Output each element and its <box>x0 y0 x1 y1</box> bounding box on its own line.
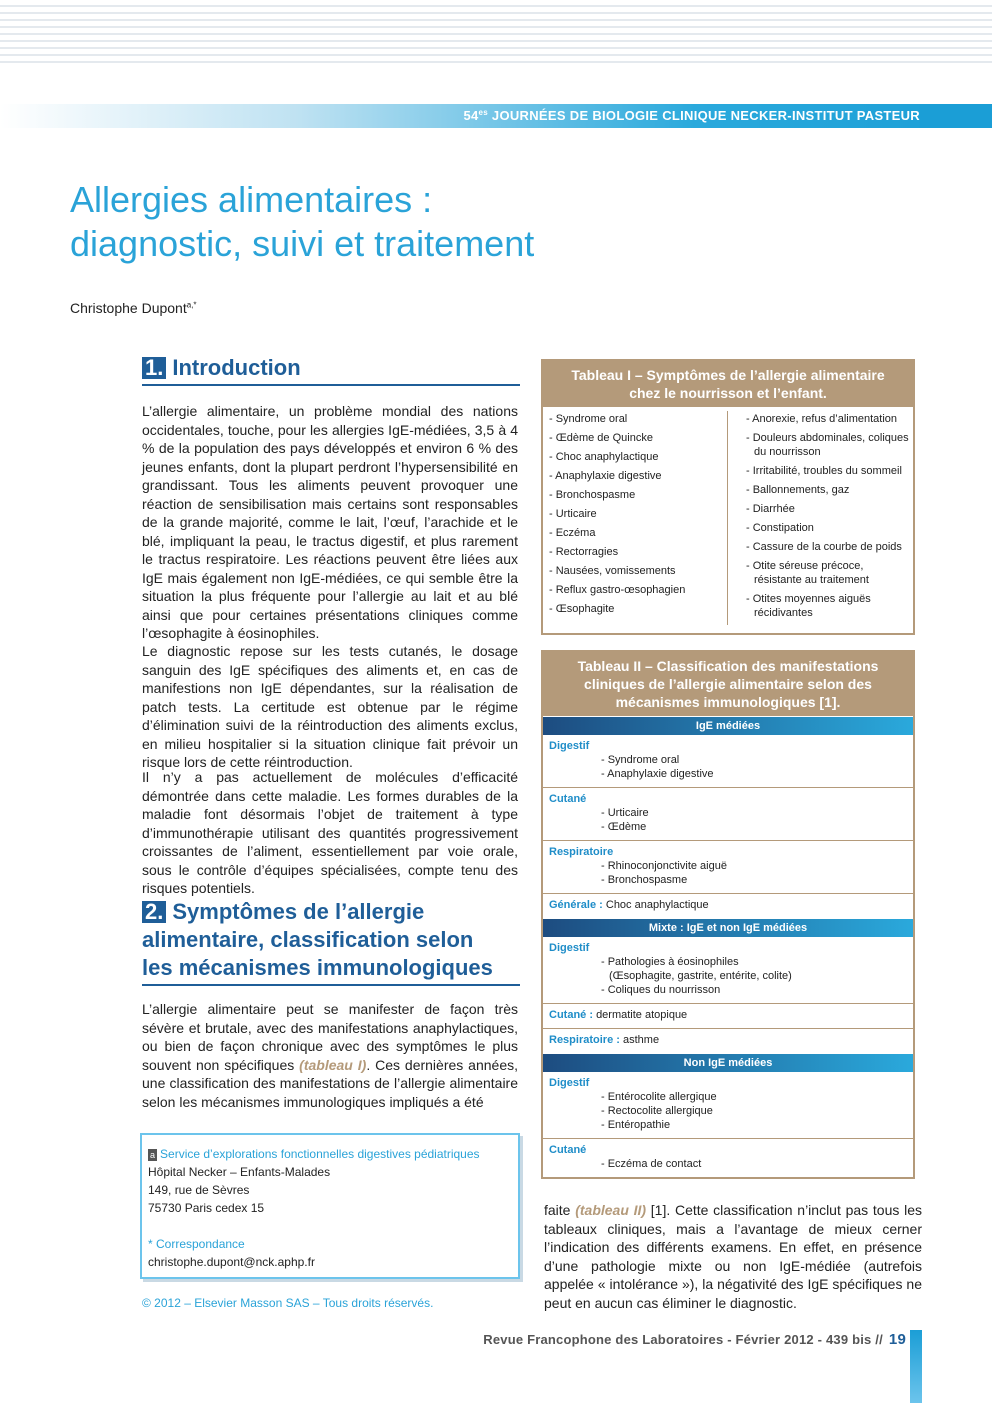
table-row <box>543 937 913 1003</box>
table-2-title-line-1: Tableau II – Classification des manifestations <box>577 658 879 674</box>
row-item: - Entéropathie <box>601 1119 671 1131</box>
section-2-text-c: faite <box>544 1202 571 1218</box>
table-1-item: - Choc anaphylactique <box>549 451 659 463</box>
row-label-digestif: Digestif <box>549 1077 590 1089</box>
table-1-item: - Eczéma <box>549 527 596 539</box>
row-label-digestif: Digestif <box>549 740 590 752</box>
row-label-respiratoire: Respiratoire <box>549 846 614 858</box>
row-item: - Pathologies à éosinophiles <box>601 956 739 968</box>
page-footer <box>483 1331 906 1348</box>
intro-paragraph-1: L’allergie alimentaire, un problème mondial des nations occidentales, touche, pour les allergies IgE-médiées, 3,5 à 4 % de la population des pays développés et environ 6 % des jeunes enfants, dont la plupart perdront l’hypersensibilité en grandissant. Tous les aliments peuvent provoquer une réaction de sensibilisation mais certains sont responsables de la grande majorité, comme le lait, l’œuf, l’arachide et le blé, impliquant la peau, le tractus digestif, et plus rarement le tractus respiratoire. Les réactions peuvent être liées aux IgE mais également non IgE-médiées, ce qui semble être la situation la plus fréquente pour l’allergie au lait et au blé ainsi que pour certaines présentations cliniques comme l’œsophagite à éosinophiles. <box>142 403 518 641</box>
section-2-title-line-1: Symptômes de l’allergie <box>172 899 425 924</box>
table-1-title-line-1: Tableau I – Symptômes de l’allergie alimentaire <box>571 367 885 383</box>
author-affiliation-sup: a,* <box>186 300 197 310</box>
table-1-item: - Rectorragies <box>549 546 619 558</box>
correspondence-email[interactable]: christophe.dupont@nck.aphp.fr <box>148 1255 315 1269</box>
row-item: - Coliques du nourrisson <box>601 984 721 996</box>
row-item: - Entérocolite allergique <box>601 1091 717 1103</box>
row-value: asthme <box>622 1034 660 1046</box>
affiliation-service: Service d’explorations fonctionnelles digestives pédiatriques <box>160 1147 480 1161</box>
row-label-respiratoire: Respiratoire : <box>549 1034 620 1046</box>
affiliation-street: 149, rue de Sèvres <box>148 1183 250 1197</box>
row-label-digestif: Digestif <box>549 942 590 954</box>
table-1-item: - Constipation <box>746 522 814 534</box>
intro-paragraph-2: Le diagnostic repose sur les tests cutanés, le dosage sanguin des IgE spécifiques des aliments et, en cas de manifestions non IgE dépendantes, sur la réalisation de patch tests. La certitude est obtenue par le régime d’élimination suivi de la réintroduction des aliments exclus, en milieu hospitalier si la situation clinique fait prévoir un risque lors de cette réintroduction. <box>142 643 518 770</box>
table-1-item: - Nausées, vomissements <box>549 565 676 577</box>
row-value: Choc anaphylactique <box>605 899 709 911</box>
title-line-2: diagnostic, suivi et traitement <box>70 223 535 264</box>
table-2-title-line-2: cliniques de l’allergie alimentaire selon des <box>584 676 872 692</box>
author <box>70 300 197 316</box>
table-row <box>543 1138 913 1177</box>
table-1-item: - Œdème de Quincke <box>549 432 653 444</box>
table-1-item: - Ballonnements, gaz <box>746 484 850 496</box>
table-row <box>543 1028 913 1053</box>
table-row <box>543 1072 913 1138</box>
page-side-bar <box>910 1330 922 1403</box>
table-2-title <box>543 652 913 716</box>
row-item: - Œdème <box>601 821 647 833</box>
section-1-title: Introduction <box>172 355 301 380</box>
row-item: - Anaphylaxie digestive <box>601 768 714 780</box>
top-stripe-decoration <box>0 0 992 68</box>
table-1-item: - Otite séreuse précoce, résistante au traitement <box>746 560 869 586</box>
affiliation-city: 75730 Paris cedex 15 <box>148 1201 265 1215</box>
header-ordinal-sup: es <box>478 108 488 117</box>
category-non-ige-mediated: Non IgE médiées <box>543 1053 913 1072</box>
running-header <box>463 108 920 123</box>
affiliation-hospital: Hôpital Necker – Enfants-Malades <box>148 1165 331 1179</box>
table-1-right-column <box>728 411 913 625</box>
table-1-item: - Diarrhée <box>746 503 795 515</box>
correspondence-label: * Correspondance <box>148 1237 245 1251</box>
table-1-item: - Bronchospasme <box>549 489 636 501</box>
section-1-heading <box>142 354 520 386</box>
row-item: (Œsophagite, gastrite, entérite, colite) <box>609 970 792 982</box>
table-1 <box>541 359 915 635</box>
title-line-1: Allergies alimentaires : <box>70 179 433 220</box>
table-2 <box>541 650 915 1179</box>
page-number: 19 <box>888 1331 906 1348</box>
table-1-left-column <box>543 411 728 625</box>
table-1-item: - Syndrome oral <box>549 413 628 425</box>
table-1-item: - Urticaire <box>549 508 597 520</box>
section-1-number: 1. <box>142 357 166 379</box>
section-2-paragraph <box>142 1000 518 1111</box>
copyright: © 2012 – Elsevier Masson SAS – Tous droits réservés. <box>142 1296 434 1310</box>
table-1-item: - Cassure de la courbe de poids <box>746 541 902 553</box>
category-ige-mediated: IgE médiées <box>543 716 913 735</box>
table-1-item: - Otites moyennes aiguës récidivantes <box>746 593 871 619</box>
row-label-generale: Générale : <box>549 899 603 911</box>
row-value: dermatite atopique <box>596 1009 688 1021</box>
table-1-item: - Œsophagite <box>549 603 615 615</box>
category-mixed: Mixte : IgE et non IgE médiées <box>543 918 913 937</box>
header-text: JOURNÉES DE BIOLOGIE CLINIQUE NECKER-INSTITUT PASTEUR <box>491 108 920 123</box>
table-1-item: - Reflux gastro-œsophagien <box>549 584 686 596</box>
table-1-item: - Anorexie, refus d’alimentation <box>746 413 898 425</box>
row-item: - Rectocolite allergique <box>601 1105 713 1117</box>
section-2-text-b: . Ces dernières années, une classification des manifestations de l’allergie alimentaire selon les mécanismes immunologiques impliqués a été <box>142 1056 519 1110</box>
row-item: - Urticaire <box>601 807 649 819</box>
table-2-title-line-3: mécanismes immunologiques [1]. <box>615 694 841 710</box>
row-label-cutane: Cutané : <box>549 1009 593 1021</box>
journal-citation: Revue Francophone des Laboratoires - Février 2012 - 439 bis // <box>483 1332 883 1347</box>
row-item: - Syndrome oral <box>601 754 680 766</box>
table-row <box>543 893 913 918</box>
section-2-text-a: L’allergie alimentaire peut se manifester de façon très sévère et brutale, avec des manifestations anaphylactiques, ou bien de façon chronique avec des symptômes le plus souvent non spécifiques <box>142 1001 518 1073</box>
table-1-item: - Anaphylaxie digestive <box>549 470 662 482</box>
table-2-reference[interactable]: (tableau II) <box>575 1202 647 1218</box>
non-ige-mediated-rows <box>543 1072 913 1177</box>
row-item: - Bronchospasme <box>601 874 688 886</box>
section-2-title-line-2: alimentaire, classification selon <box>142 927 474 952</box>
table-1-title <box>543 361 913 407</box>
table-1-item: - Irritabilité, troubles du sommeil <box>746 465 902 477</box>
table-1-title-line-2: chez le nourrisson et l’enfant. <box>629 385 827 401</box>
table-row <box>543 735 913 787</box>
section-2-text-d: [1]. Cette classification n’inclut pas tous les tableaux cliniques, mais a l’avantage de mieux cerner l’indication des différents examens. En effet, en présence d’une pathologie mixte ou non IgE-médiée (autrefois appelée « intolérance »), la négativité des IgE spécifiques ne peut en aucun cas éliminer le diagnostic. <box>544 1202 922 1311</box>
ige-mediated-rows <box>543 735 913 918</box>
table-1-reference[interactable]: (tableau I) <box>299 1056 367 1073</box>
affiliation-tag: a <box>150 1150 156 1160</box>
affiliation-box <box>140 1133 520 1279</box>
section-2-number: 2. <box>142 901 166 923</box>
section-2-heading <box>142 898 520 986</box>
mixed-rows <box>543 937 913 1053</box>
header-band-end <box>920 104 992 128</box>
header-ordinal: 54 <box>463 108 479 123</box>
table-row <box>543 1003 913 1028</box>
row-label-cutane: Cutané <box>549 793 587 805</box>
section-2-title-line-3: les mécanismes immunologiques <box>142 955 493 980</box>
section-2-continuation <box>544 1201 922 1312</box>
table-row <box>543 787 913 840</box>
table-1-item: - Douleurs abdominales, coliques du nourrisson <box>746 432 909 458</box>
row-label-cutane: Cutané <box>549 1144 587 1156</box>
row-item: - Eczéma de contact <box>601 1158 702 1170</box>
table-row <box>543 840 913 893</box>
article-title <box>70 178 770 266</box>
row-item: - Rhinoconjonctivite aiguë <box>601 860 727 872</box>
author-name: Christophe Dupont <box>70 300 187 316</box>
intro-paragraph-3: Il n’y a pas actuellement de molécules d’efficacité démontrée dans cette maladie. Les formes durables de la maladie font désormais l’objet de traitement à type d’immunothérapie utilisant des quantités progressivement croissantes de l’aliment, essentiellement par voie orale, sous le contrôle d’équipes spécialisées, compte tenu des risques potentiels. <box>142 769 518 896</box>
